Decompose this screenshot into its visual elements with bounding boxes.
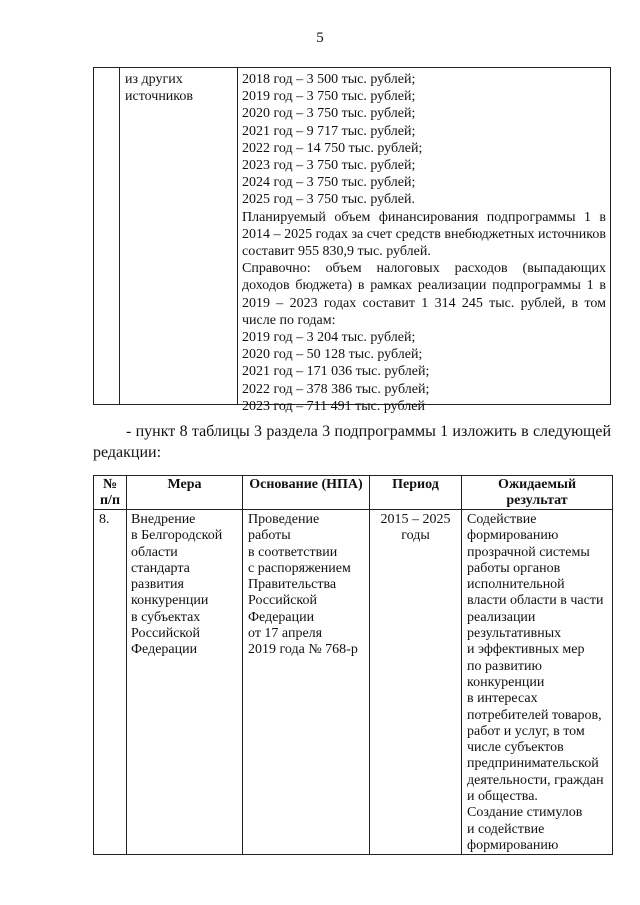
result-line: и эффективных мер bbox=[467, 642, 585, 658]
result-line: потребителей товаров, bbox=[467, 707, 602, 723]
result-line: числе субъектов bbox=[467, 740, 564, 756]
column-divider bbox=[126, 476, 127, 854]
funding-table bbox=[93, 67, 611, 414]
header-period-line: Период bbox=[392, 477, 439, 492]
basis-line: от 17 апреля bbox=[248, 626, 323, 642]
row-num: 8. bbox=[99, 512, 110, 527]
measure-line: стандарта bbox=[131, 560, 190, 576]
header-divider bbox=[94, 509, 612, 510]
result-line: в интересах bbox=[467, 691, 538, 707]
header-basis-line: Основание (НПА) bbox=[249, 477, 363, 492]
measure-line: в субъектах bbox=[131, 609, 201, 625]
funding-year-line: 2023 год – 3 750 тыс. рублей; bbox=[242, 158, 416, 174]
tax-reference-paragraph: Справочно: объем налоговых расходов (выпадающих доходов бюджета) в рамках реализации подпрограммы 1 в 2019 – 2023 годах составит 1 314 245 тыс. рублей, в том числе по годам: bbox=[242, 261, 606, 328]
result-line: власти области в части bbox=[467, 593, 604, 609]
header-num bbox=[94, 477, 126, 509]
basis-cell bbox=[248, 512, 358, 659]
funding-source-label-line: из других bbox=[125, 72, 183, 87]
result-line: предпринимательской bbox=[467, 756, 599, 772]
period-line: годы bbox=[401, 528, 430, 544]
column-divider bbox=[461, 476, 462, 854]
result-line: исполнительной bbox=[467, 577, 565, 593]
tax-year-line: 2023 год – 711 491 тыс. рублей bbox=[242, 398, 425, 414]
funding-year-line: 2025 год – 3 750 тыс. рублей. bbox=[242, 192, 415, 208]
header-period bbox=[370, 477, 461, 493]
result-line: результативных bbox=[467, 626, 562, 642]
instruction-paragraph: - пункт 8 таблицы 3 раздела 3 подпрограммы 1 изложить в следующей редакции: bbox=[93, 423, 611, 461]
header-result bbox=[462, 477, 612, 509]
funding-source-label bbox=[125, 71, 245, 105]
header-measure-line: Мера bbox=[167, 477, 202, 492]
column-divider bbox=[242, 476, 243, 854]
basis-line: 2019 года № 768-р bbox=[248, 642, 358, 658]
header-result-line: результат bbox=[506, 493, 568, 508]
measure-cell bbox=[131, 512, 222, 659]
result-line: формированию bbox=[467, 837, 559, 853]
tax-year-line: 2019 год – 3 204 тыс. рублей; bbox=[242, 330, 416, 346]
measure-line: в Белгородской bbox=[131, 528, 223, 544]
header-measure bbox=[127, 477, 242, 493]
result-line: и содействие bbox=[467, 821, 545, 837]
header-num-line: п/п bbox=[99, 493, 121, 508]
result-line: работы органов bbox=[467, 560, 561, 576]
result-line: Создание стимулов bbox=[467, 805, 583, 821]
basis-line: Проведение bbox=[248, 512, 320, 527]
measure-line: области bbox=[131, 544, 178, 560]
funding-year-line: 2018 год – 3 500 тыс. рублей; bbox=[242, 72, 416, 87]
basis-line: работы bbox=[248, 528, 291, 544]
result-line: и общества. bbox=[467, 789, 538, 805]
result-line: конкуренции bbox=[467, 674, 545, 690]
measure-line: развития bbox=[131, 577, 184, 593]
result-line: формированию bbox=[467, 528, 559, 544]
basis-line: с распоряжением bbox=[248, 560, 351, 576]
funding-year-line: 2019 год – 3 750 тыс. рублей; bbox=[242, 89, 416, 105]
funding-content bbox=[242, 71, 606, 415]
column-divider bbox=[237, 68, 238, 404]
period-cell bbox=[370, 512, 461, 545]
measure-line: конкуренции bbox=[131, 593, 209, 609]
tax-year-line: 2021 год – 171 036 тыс. рублей; bbox=[242, 364, 430, 380]
header-basis bbox=[243, 477, 369, 493]
result-line: работ и услуг, в том bbox=[467, 723, 585, 739]
measure-line: Российской bbox=[131, 626, 200, 642]
header-num-line: № bbox=[102, 477, 118, 492]
tax-year-line: 2020 год – 50 128 тыс. рублей; bbox=[242, 347, 423, 363]
tax-year-line: 2022 год – 378 386 тыс. рублей; bbox=[242, 381, 430, 397]
page-number: 5 bbox=[316, 30, 324, 46]
result-line: по развитию bbox=[467, 658, 542, 674]
measures-table bbox=[93, 475, 613, 855]
funding-year-line: 2021 год – 9 717 тыс. рублей; bbox=[242, 123, 416, 139]
basis-line: Российской bbox=[248, 593, 317, 609]
funding-year-line: 2024 год – 3 750 тыс. рублей; bbox=[242, 175, 416, 191]
funding-source-label-line: источников bbox=[125, 89, 194, 104]
result-line: реализации bbox=[467, 609, 536, 625]
measure-line: Внедрение bbox=[131, 512, 196, 527]
funding-year-line: 2022 год – 14 750 тыс. рублей; bbox=[242, 140, 423, 156]
period-line: 2015 – 2025 bbox=[380, 512, 451, 527]
result-line: прозрачной системы bbox=[467, 544, 590, 560]
basis-line: Федерации bbox=[248, 609, 315, 625]
planned-funding-paragraph: Планируемый объем финансирования подпрограммы 1 в 2014 – 2025 годах за счет средств внебюджетных источников составит 955 830,9 тыс. рублей. bbox=[242, 209, 606, 260]
column-divider bbox=[119, 68, 120, 404]
result-cell bbox=[467, 512, 604, 854]
measure-line: Федерации bbox=[131, 642, 198, 658]
basis-line: Правительства bbox=[248, 577, 337, 593]
funding-year-line: 2020 год – 3 750 тыс. рублей; bbox=[242, 106, 416, 122]
basis-line: в соответствии bbox=[248, 544, 338, 560]
header-result-line: Ожидаемый bbox=[497, 477, 577, 492]
result-line: Содействие bbox=[467, 512, 537, 527]
result-line: деятельности, граждан bbox=[467, 772, 604, 788]
